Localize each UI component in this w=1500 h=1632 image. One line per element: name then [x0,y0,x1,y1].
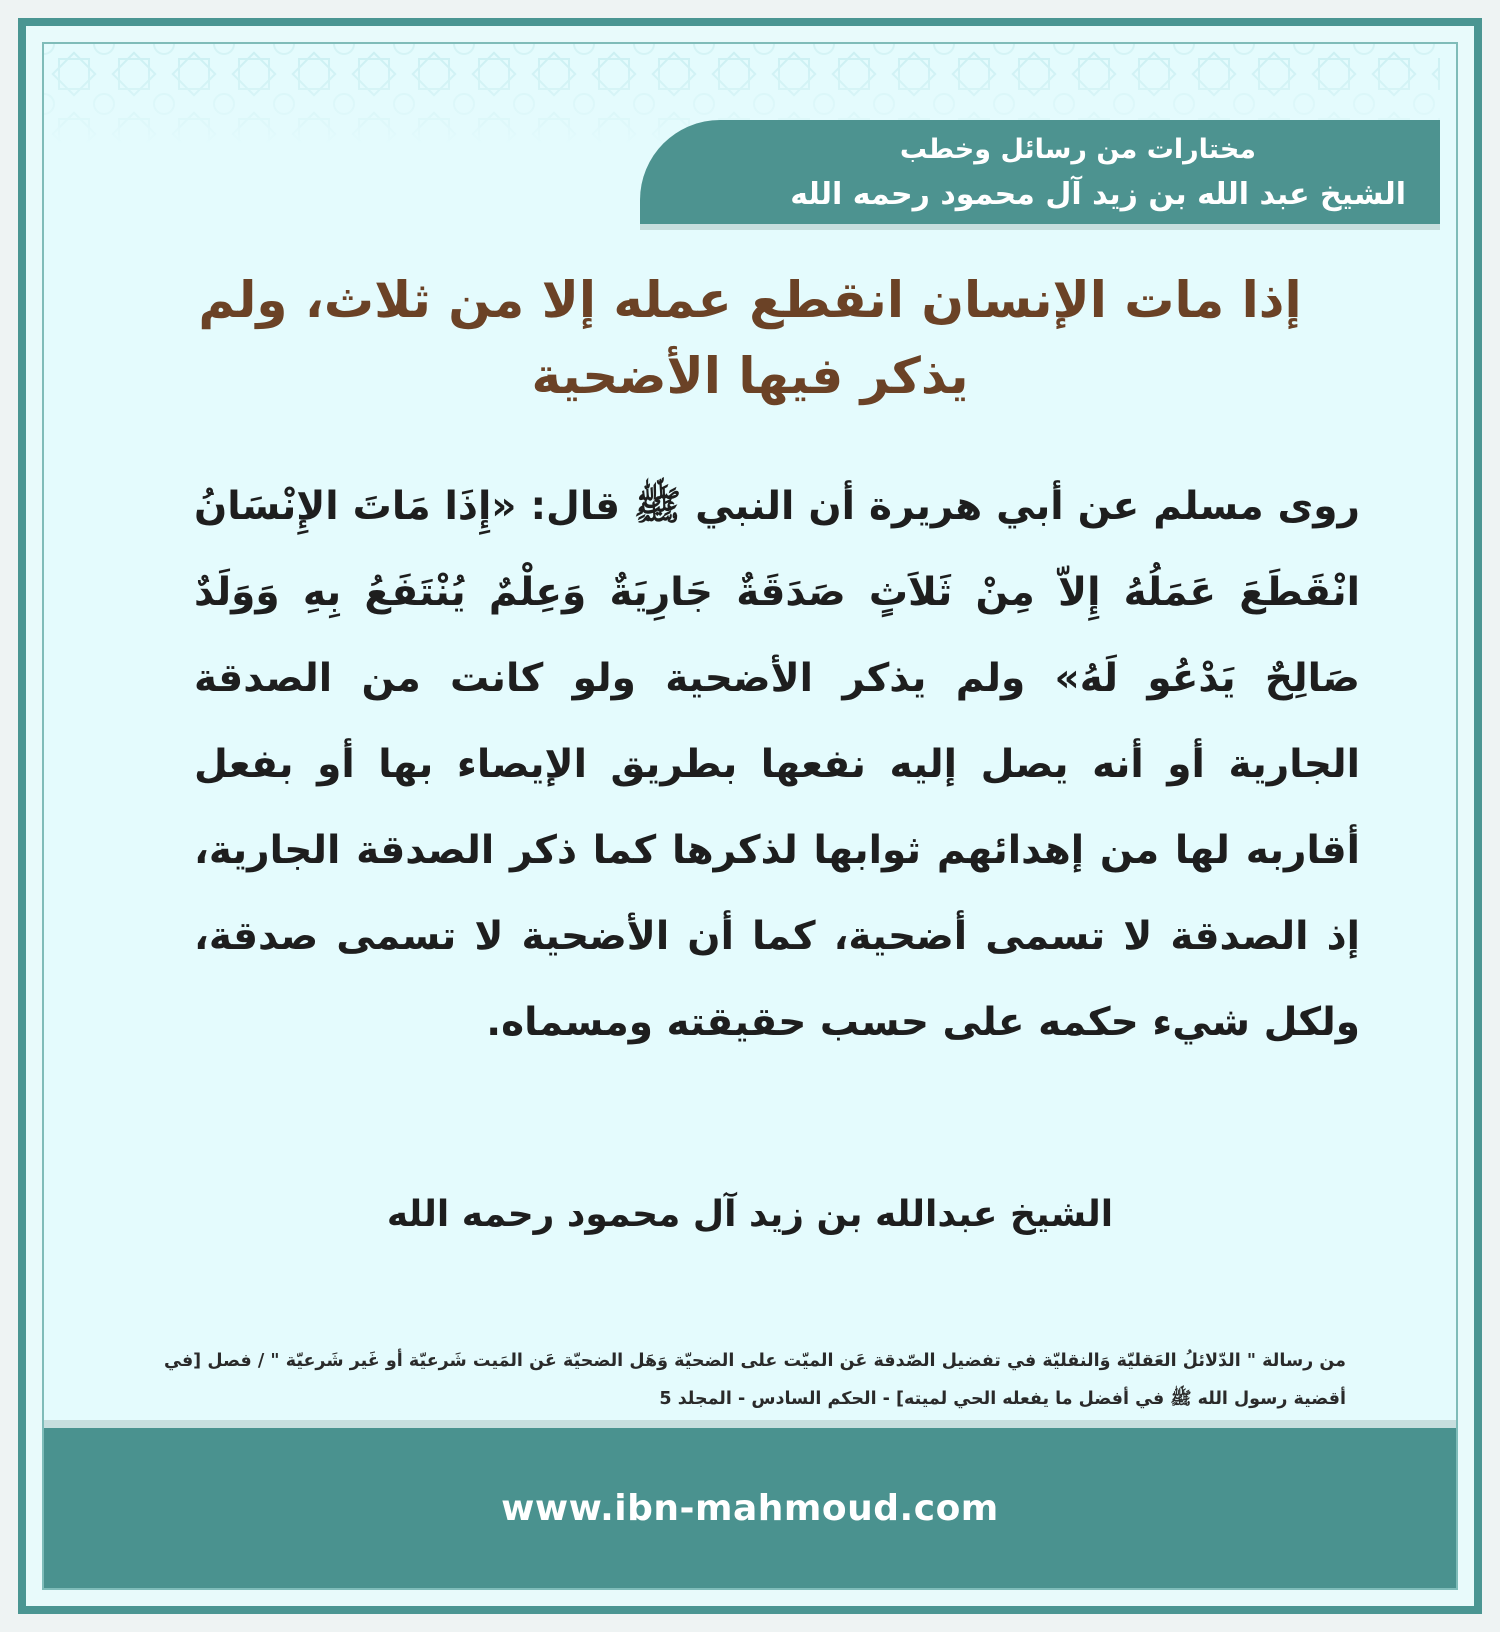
header-series-title: مختارات من رسائل وخطب [899,134,1256,165]
page-title: إذا مات الإنسان انقطع عمله إلا من ثلاث، ولم يذكر فيها الأضحية [198,271,1302,405]
header-band [640,120,1440,224]
footer-band [44,1420,1456,1588]
header-author: الشيخ عبد الله بن زيد آل محمود رحمه الله [790,177,1406,212]
card [42,42,1458,1590]
source-citation: من رسالة " الدّلائلُ العَقليّة وَالنقليّة في تفضيل الصّدقة عَن الميّت على الضحيّة وَهَل الضحيّة عَن المَيت شَرعيّة أو غَير شَرعيّة " / فصل [في أقضية رسول الله ﷺ في أفضل ما يفعله الحي لميته] - الحكم السادس - المجلد 5 [164,1351,1346,1409]
author-signature: الشيخ عبدالله بن زيد آل محمود رحمه الله [386,1194,1114,1235]
outer-frame [18,18,1482,1614]
website-url: www.ibn-mahmoud.com [501,1487,999,1529]
body-paragraph: روى مسلم عن أبي هريرة أن النبي ﷺ قال: «إِذَا مَاتَ الإِنْسَانُ انْقَطَعَ عَمَلُهُ إِلاّ مِنْ ثَلاَثٍ صَدَقَةٌ جَارِيَةٌ وَعِلْمٌ يُنْتَفَعُ بِهِ وَوَلَدٌ صَالِحٌ يَدْعُو لَهُ» ولم يذكر الأضحية ولو كانت من الصدقة الجارية أو أنه يصل إليه نفعها بطريق الإيصاء بها أو بفعل أقاربه لها من إهدائهم ثوابها لذكرها كما ذكر الصدقة الجارية، إذ الصدقة لا تسمى أضحية، كما أن الأضحية لا تسمى صدقة، ولكل شيء حكمه على حسب حقيقته ومسماه. [194,484,1360,1045]
